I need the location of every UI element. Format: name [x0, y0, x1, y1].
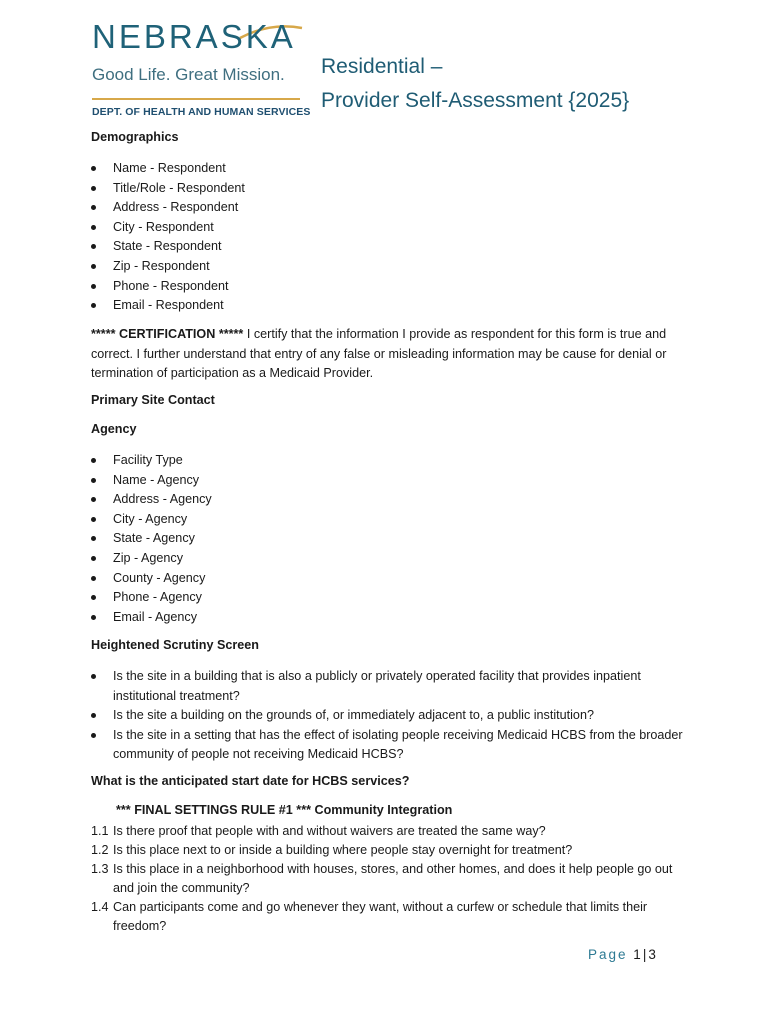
list-item: Address - Agency	[91, 490, 691, 510]
demographics-list	[91, 159, 691, 316]
question-item	[91, 841, 681, 860]
list-item: State - Respondent	[91, 237, 691, 257]
certification-text: I certify that the information I provide as respondent for this form is true and correct. I further understand that entry of any false or misleading information may be cause for denial or termination of participation as a Medicaid Provider.	[91, 327, 667, 381]
question-number: 1.2	[91, 843, 109, 857]
logo-divider	[92, 98, 300, 100]
page-label: Page	[588, 947, 628, 962]
page-total: 3	[648, 947, 658, 962]
list-item: City - Respondent	[91, 218, 691, 238]
list-item: Address - Respondent	[91, 198, 691, 218]
list-item: Facility Type	[91, 451, 691, 471]
page-number-footer	[588, 947, 658, 962]
list-item: Zip - Respondent	[91, 257, 691, 277]
logo-wordmark: NEBRASKA	[92, 18, 296, 55]
list-item: Email - Agency	[91, 608, 691, 628]
question-number: 1.3	[91, 862, 109, 876]
list-item: City - Agency	[91, 510, 691, 530]
list-item: Phone - Agency	[91, 588, 691, 608]
list-item: Is the site in a setting that has the effect of isolating people receiving Medicaid HCBS from the broader community of people not receiving Medicaid HCBS?	[91, 726, 683, 765]
page-current: 1	[633, 947, 643, 962]
question-item	[91, 860, 681, 898]
page-title	[321, 50, 629, 118]
scrutiny-list	[91, 667, 683, 765]
list-item: Zip - Agency	[91, 549, 691, 569]
start-date-heading: What is the anticipated start date for HCBS services?	[91, 774, 410, 788]
question-text: Can participants come and go whenever they want, without a curfew or schedule that limits their freedom?	[113, 900, 648, 933]
agency-list	[91, 451, 691, 627]
question-item	[91, 898, 681, 936]
scrutiny-heading: Heightened Scrutiny Screen	[91, 638, 259, 652]
list-item: Is the site a building on the grounds of, or immediately adjacent to, a public institution?	[91, 706, 683, 726]
certification-label: ***** CERTIFICATION *****	[91, 327, 244, 341]
question-text: Is there proof that people with and without waivers are treated the same way?	[113, 824, 546, 838]
list-item: Name - Respondent	[91, 159, 691, 179]
rule1-questions	[91, 822, 681, 936]
list-item: Name - Agency	[91, 471, 691, 491]
question-item	[91, 822, 681, 841]
list-item: County - Agency	[91, 569, 691, 589]
list-item: Is the site in a building that is also a publicly or privately operated facility that provides inpatient institutional treatment?	[91, 667, 683, 706]
question-number: 1.1	[91, 824, 109, 838]
agency-heading: Agency	[91, 422, 137, 436]
primary-site-heading: Primary Site Contact	[91, 393, 215, 407]
logo-tagline: Good Life. Great Mission.	[92, 65, 285, 84]
demographics-heading: Demographics	[91, 130, 179, 144]
list-item: Title/Role - Respondent	[91, 179, 691, 199]
question-text: Is this place in a neighborhood with houses, stores, and other homes, and does it help people go out and join the community?	[113, 862, 673, 895]
list-item: Email - Respondent	[91, 296, 691, 316]
list-item: Phone - Respondent	[91, 277, 691, 297]
logo-department: DEPT. OF HEALTH AND HUMAN SERVICES	[92, 106, 311, 118]
certification-paragraph	[91, 325, 681, 384]
page-separator: |	[642, 947, 649, 962]
question-text: Is this place next to or inside a building where people stay overnight for treatment?	[113, 843, 573, 857]
rule1-heading: *** FINAL SETTINGS RULE #1 *** Community Integration	[116, 803, 453, 817]
title-line-1: Residential –	[321, 55, 443, 78]
list-item: State - Agency	[91, 529, 691, 549]
title-line-2: Provider Self-Assessment {2025}	[321, 89, 630, 112]
nebraska-dhhs-logo	[90, 18, 310, 122]
question-number: 1.4	[91, 900, 109, 914]
